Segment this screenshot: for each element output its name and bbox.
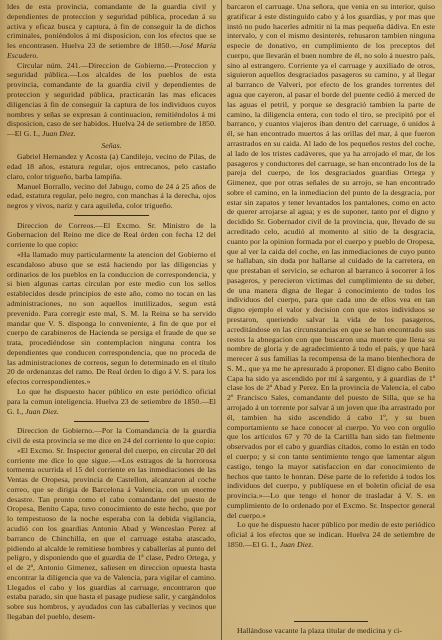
senas-heading: Señas. bbox=[101, 140, 122, 150]
description-gabriel-hernandez: Gabriel Hernandez y Acosta (a) Candilejo, vecino de Pilas, de edad 18 años, estatura regular, ojos entrecanos, pelo castaño claro, color trigueño, barba lampiña. bbox=[7, 152, 216, 181]
description-manuel-borrallo: Manuel Borrallo, vecino del Jabugo, como de 24 á 25 años de edad, estatura regular, pelo negro, con manchas á la derecha, ojos negros y vivos, nariz y cara aguileña, color trigueño. bbox=[7, 181, 216, 211]
correos-intro-paragraph: Direccion de Correos.—El Excmo. Sr. Ministro de la Gobernacion del Reino me dice de Real órden con fecha 12 del corriente lo que copio: bbox=[7, 220, 216, 250]
gobierno-intro-paragraph: Direccion de Gobierno.—Por la Comandancia de la guardia civil de esta provincia se me dice en 24 del corriente lo que copio: bbox=[7, 426, 216, 445]
circular-241-paragraph bbox=[7, 61, 216, 139]
left-column bbox=[7, 2, 216, 636]
paragraph-text: ldes de esta provincia, comandante de la guardia civil y dependientes de proteccion y seguridad pública, procedan á su activa y eficaz busca y captura, á fin de conseguir la de dichos criminales, poniéndolos á mi disposicion, con los efectos que se les encontrasen. Huelva 23 de setiembre de 1850.— bbox=[7, 2, 216, 51]
section-divider bbox=[294, 621, 369, 622]
paragraph-text: Lo que he dispuesto hacer público en este periódico oficial para la comun inteligencia. Huelva 23 de setiembre de 1850.—El G. I., bbox=[7, 386, 216, 416]
signature: Juan Diez. bbox=[25, 406, 59, 416]
signature: Juan Diez. bbox=[279, 539, 314, 549]
signature: Juan Diez. bbox=[42, 129, 76, 139]
section-divider bbox=[74, 215, 149, 216]
correos-quote-paragraph: «Ha llamado muy particularmente la atencion del Gobierno el escandaloso abuso que se está haciendo por las diligencias y ordinarios de los pueblos en la conduccion de correspondencia, y si bien algunas cartas circulan por este medio con los sellos establecidos desde principios de este año, como no tocan en las administraciones, no son aquellos inutilizados, segun está prevenido. Para corregir este mal, S. M. la Reina se ha servido mandar que V. S. disponga lo conveniente, á fin de que por el cuerpo de carabineros de Hacienda se persiga el fraude de que se trata, procediéndose sin contemplacion ninguna contra los dependientes que conducen correspondencia, que no proceda de las administraciones de correos, segun lo determinado en el título 20 de ordenanzas del ramo. De Real órden lo digo á V. S. para los efectos correspondientes.» bbox=[7, 250, 216, 387]
gobierno-closing-paragraph bbox=[227, 520, 435, 549]
column-rule bbox=[221, 0, 222, 640]
correos-closing-paragraph bbox=[7, 387, 216, 416]
signature: José María Escudero. bbox=[7, 41, 216, 60]
paragraph-text: Lo que he dispuesto hacer público por medio de este periódico oficial á los efectos que se indican. Huelva 24 de setiembre de 1850.—El G. I., bbox=[227, 520, 435, 549]
paragraph-text: Circular núm. 241.—Direccion de Gobierno.—Proteccion y seguridad pública.—Los alcaldes de los pueblos de esta provincia, comandante de la guardia civil y dependientes de proteccion y seguridad pública, practicarán las mas eficaces diligencias á fin de conseguir la captura de los individuos cuyos nombres y señas se expresan á continuacion, remitiéndolos á mi disposicion, caso de ser habidos. Huelva 24 de setiembre de 1850.—El G. I., bbox=[7, 60, 216, 139]
gobierno-quote-continuation: barcaron el carruage. Una señora, que venia en su interior, quiso gratificar á este distinguido cabo y á los guardias, y por mas que instó no pudo hacerles admitir ni la mas pequeña dádiva. En este intervalo, y con el mismo desinterés, rehusaron tambien ninguna especie de donativo, en cumplimiento de los preceptos del cuerpo, que llevarán el buen nombre de él, no solo á nuestro país, sino al estrangero. Corriente ya el carruage y auxiliado de otros, siguieron aquellos desgraciados pasageros su camino, y al llegar al barranco de Valveri, por efecto de los grandes torrentes del agua que cayeron, al pasar el borde del puente cedió á merced de las aguas el petril, y porque se desgració tambien la parte de camino, la diligencia entera, con todo el tiro, se precipitó por el barranco, y cuantos viajeros iban dentro del carruage, ó unidos á él, se han encontrado muertos á las orillas del mar, á que fueron arrastrados en su caida. Al lado de los pequeños restos del coche, al lado de los tristes cadáveres, que ya ha arrojado el mar, de los pasageros y conductores del carruage, se han encontrado los de la pareja del cuerpo, de los desgraciados guardias Ortega y Gimenez, que por otras señales de su arrojo, se han encontrado sobre el camino, en la inmediacion del punto de la desgracia, por estar sin zapatos y tener levantados los pantalones, como en acto de querer arrojarse al agua; y es de suponer, tanto por el digno y decidido Sr. Gobernador civil de la provincia, que, llevado de su acreditado celo, acudió al momento al sitio de la desgracia, cuanto por la opinion formada por el cuerpo y pueblo de Oropesa, que al ver la caida del coche, en las inmediaciones de cuyo punto se hallaban, sin duda por hallarse al cuidado de la carretera, en que prestaban el servicio, se echaron al barranco á socorrer á los pasageros, y perecieron víctimas del cumplimiento de su deber, de una manera digna de llegar á conocimiento de todos los individuos del cuerpo, para que cada uno de ellos vea en tan digno ejemplo el valor y decision con que estos individuos se prestaron, queriendo salvar la vida de los pasageros, acreditándose en las circunstancias en que se han encontrado sus restos la abnegacion con que buscaron una muerte que llena su nombre de gloria y de agradecimiento á todo el país, y que hará merecer á sus familias la recompensa de la mano bienhechora de S. M., que ya me he apresurado á proponer. El digno cabo Benito Capa ha sido ya ascendido por mí á sargento, y á guardias de 1ª clase los de 2ª Abad y Perez. En la provincia de Valencia, el cabo 2º Francisco Sales, comandante del puesto de Silla, que se ha arrojado á un torrente por salvar á un joven que iba arrastrado por él, tambien ha sido ascendido á cabo 1º, y su buen comportamiento se hace conocer al cuerpo. Yo veo con orgullo que los artículos 67 y 70 de la Cartilla han sido tan fielmente observados por el cabo y guardias citados, como lo están en todo el cuerpo; y si con tanto sentimiento tengo que lamentar algun castigo, tengo la mayor satisfaccion en dar conocimiento de hechos que tanto le honran. Dése parte de lo referido á todos los individuos del cuerpo, y publíquese en el boletin oficial de esa provincia.»—Lo que tengo el honor de trasladar á V. S. en cumplimiento de lo ordenado por el Excmo. Sr. Inspector general del cuerpo.» bbox=[227, 2, 435, 520]
gobierno-quote-paragraph: «El Excmo. Sr. Inspector general del cuerpo, en circular 20 del corriente me dice lo que sigue.—«Los estragos de la horrorosa tormenta ocurrida el 15 del corriente en las inmediaciones de las Ventas de Oropesa, provincia de Castellon, alcanzaron al coche correo, que se dirigia de Barcelona á Valencia, con un enorme desastre. Tan pronto como el cabo comandante del puesto de Oropesa, Benito Capa, tuvo conocimiento de este hecho, que por lo tempestuoso de la noche esperaba con la debida vigilancia, acudió con los guardias Antonio Abad y Wenceslao Perez al barranco de Chinchilla, en que el carruage estaba atascado, pidiendo al alcalde le remitiese hombres y caballerías al punto del peligro, y disponiendo que el guardia de 1ª clase, Pedro Ortega, y el de 2ª, Antonio Gimenez, saliesen en direccion opuesta hasta encontrar la diligencia que va de Valencia, para vigilar el camino. Llegados el cabo y los guardias al carruage, encontraron que estaba parado, sin que hasta el pasage pudiese salir, y cargándolos sobre sus hombros, y ayudados con las caballerías y vecinos que llegaban del pueblo, desem- bbox=[7, 445, 216, 622]
vacante-paragraph: Hallándose vacante la plaza titular de medicina y ci- bbox=[237, 626, 403, 636]
section-divider bbox=[74, 421, 149, 422]
right-column bbox=[227, 2, 435, 636]
paragraph-continuation bbox=[7, 2, 216, 61]
